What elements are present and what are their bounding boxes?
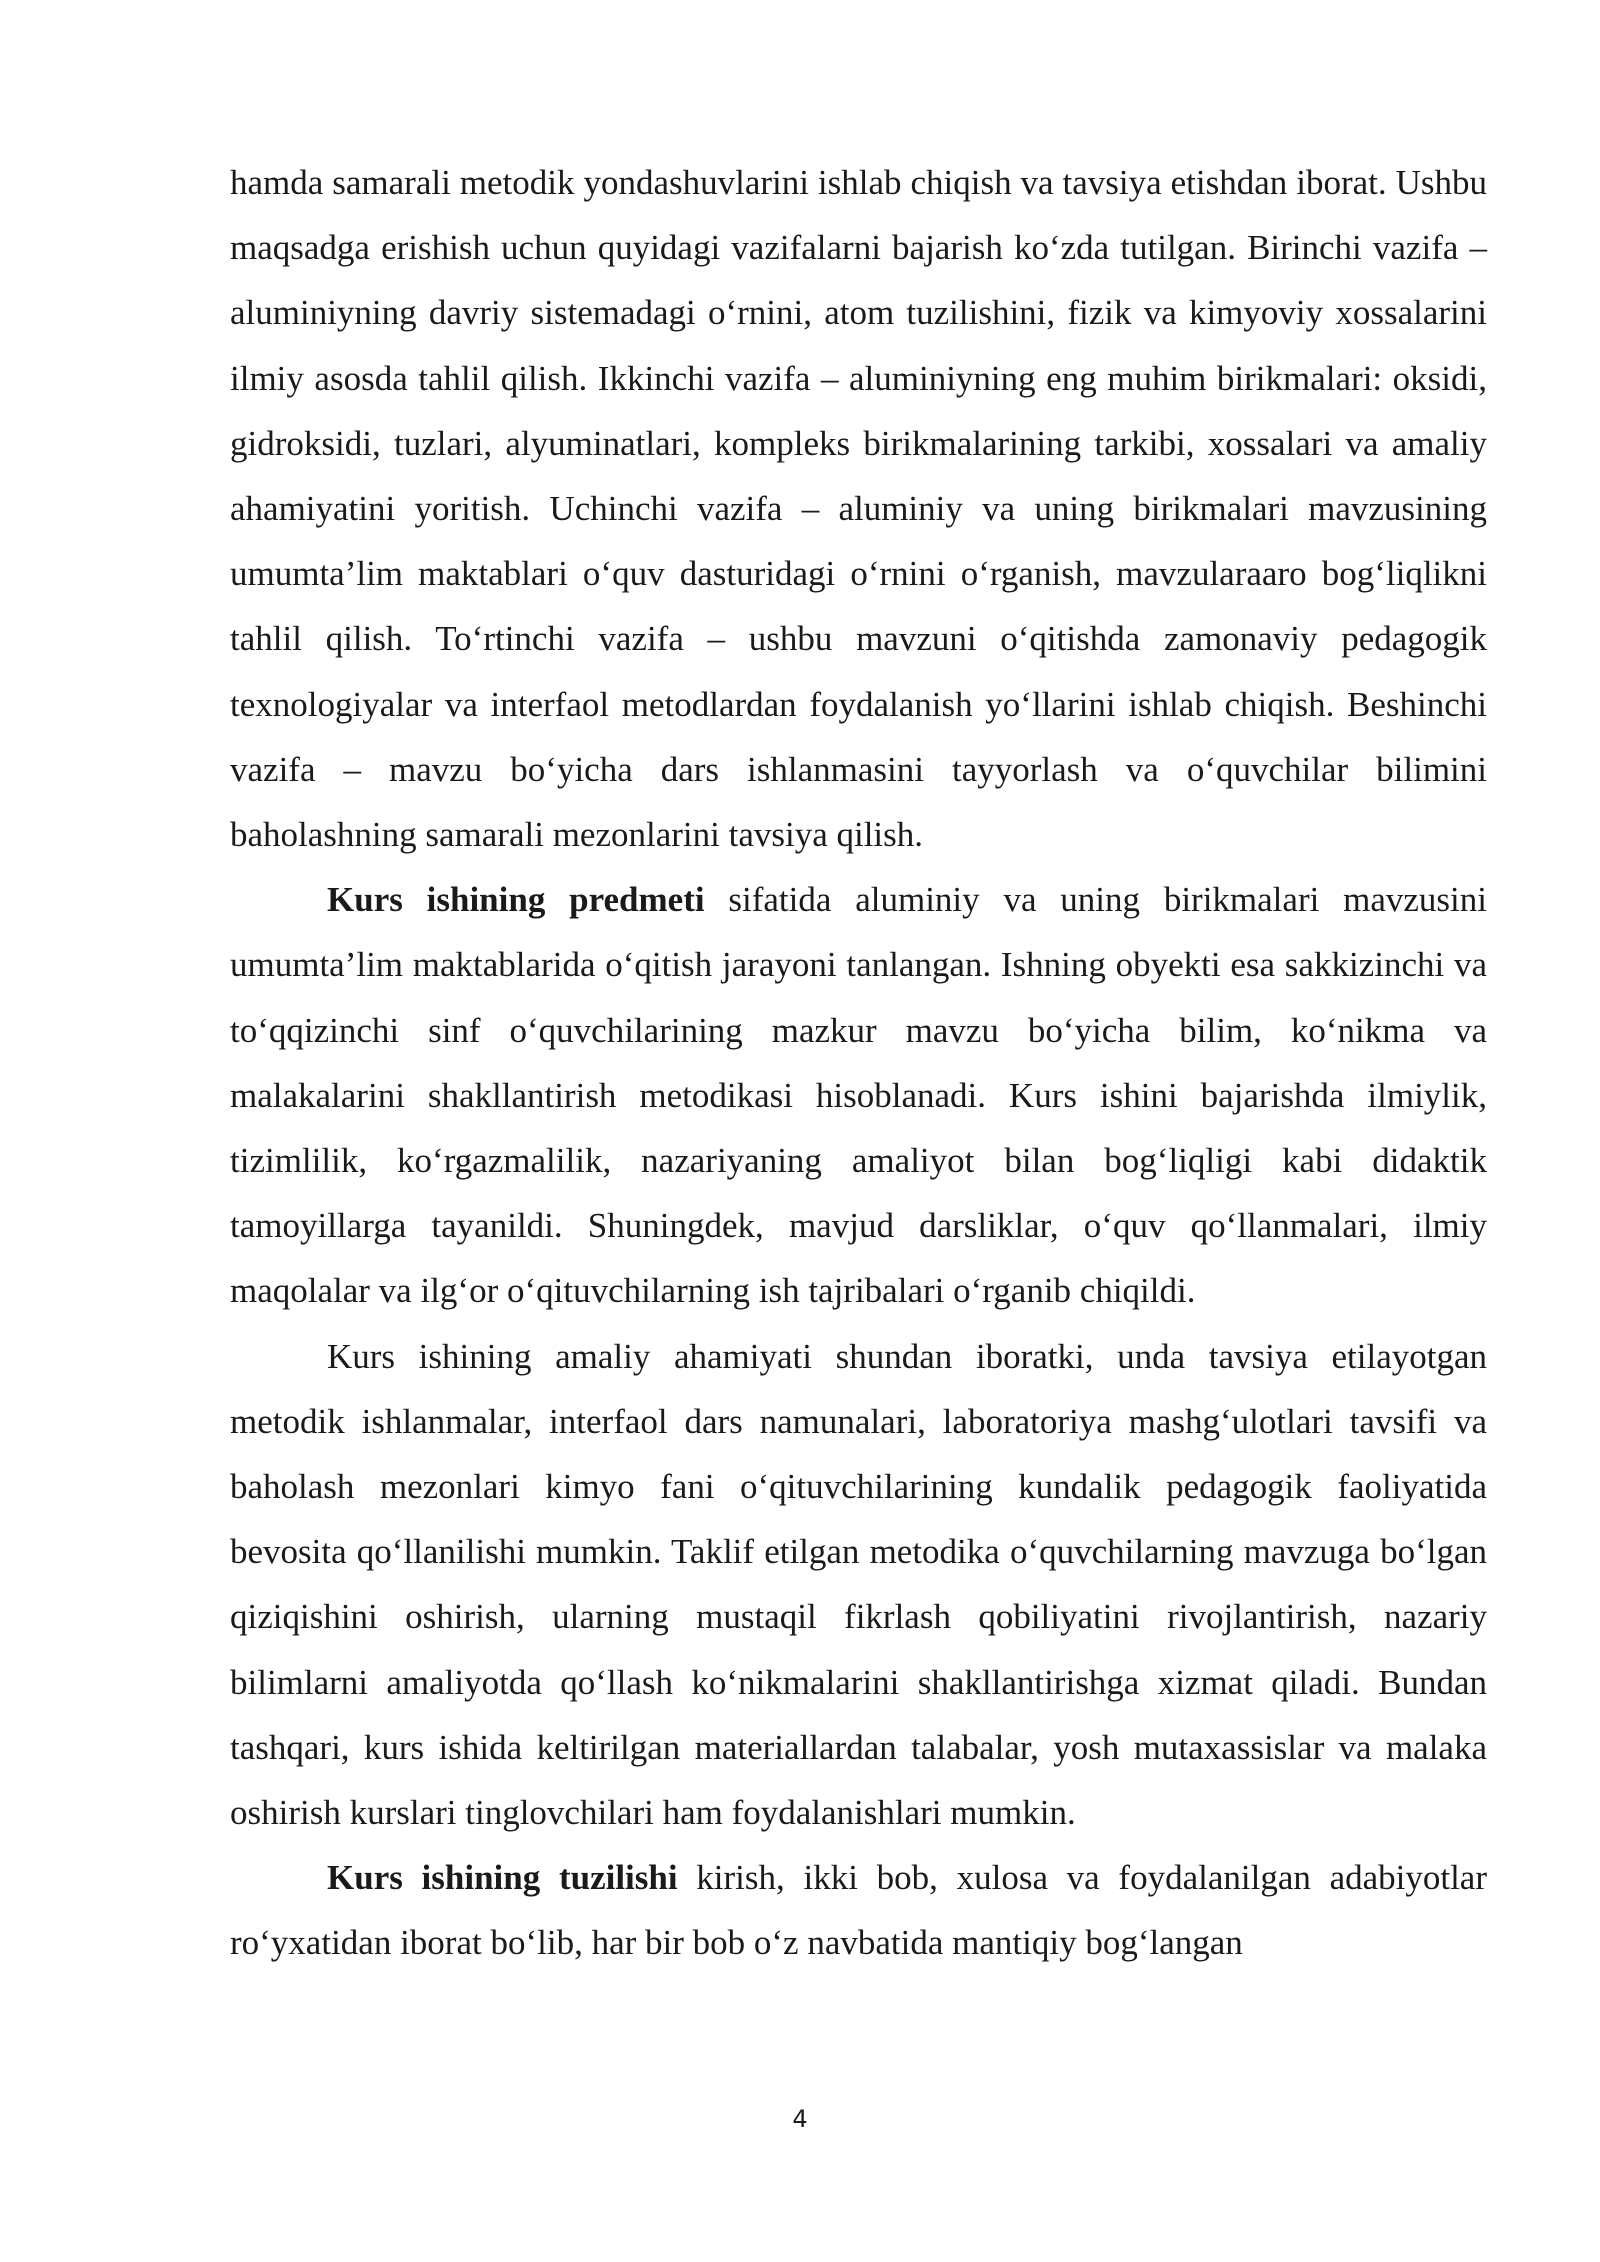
paragraph [230,1845,1487,1975]
paragraph [230,1324,1487,1846]
paragraph-bold-lead: Kurs ishining predmeti [327,880,705,920]
paragraph-text: sifatida aluminiy va uning birikmalari mavzusini umumta’lim maktablarida o‘qitish jarayoni tanlangan. Ishning obyekti esa sakkizinchi va to‘qqizinchi sinf o‘quvchilarining mazkur mavzu bo‘yicha bilim, ko‘nikma va malakalarini shakllantirish metodikasi hisoblanadi. Kurs ishini bajarishda ilmiylik, tizimlilik, ko‘rgazmalilik, nazariyaning amaliyot bilan bog‘liqligi kabi didaktik tamoyillarga tayanildi. Shuningdek, mavjud darsliklar, o‘quv qo‘llanmalari, ilmiy maqolalar va ilg‘or o‘qituvchilarning ish tajribalari o‘rganib chiqildi. [230,880,1487,1311]
paragraph-text: hamda samarali metodik yondashuvlarini ishlab chiqish va tavsiya etishdan iborat. Ushbu maqsadga erishish uchun quyidagi vazifalarni bajarish ko‘zda tutilgan. Birinchi vazifa – aluminiyning davriy sistemadagi o‘rnini, atom tuzilishini, fizik va kimyoviy xossalarini ilmiy asosda tahlil qilish. Ikkinchi vazifa – aluminiyning eng muhim birikmalari: oksidi, gidroksidi, tuzlari, alyuminatlari, kompleks birikmalarining tarkibi, xossalari va amaliy ahamiyatini yoritish. Uchinchi vazifa – aluminiy va uning birikmalari mavzusining umumta’lim maktablari o‘quv dasturidagi o‘rnini o‘rganish, mavzularaaro bog‘liqlikni tahlil qilish. To‘rtinchi vazifa – ushbu mavzuni o‘qitishda zamonaviy pedagogik texnologiyalar va interfaol metodlardan foydalanish yo‘llarini ishlab chiqish. Beshinchi vazifa – mavzu bo‘yicha dars ishlanmasini tayyorlash va o‘quvchilar bilimini baholashning samarali mezonlarini tavsiya qilish. [230,163,1487,855]
paragraph-text: kirish, ikki bob, xulosa va foydalanilgan adabiyotlar ro‘yxatidan iborat bo‘lib, har bir bob o‘z navbatida mantiqiy bog‘langan [230,1858,1488,1963]
paragraph-text: Kurs ishining amaliy ahamiyati shundan iboratki, unda tavsiya etilayotgan metodik ishlanmalar, interfaol dars namunalari, laboratoriya mashg‘ulotlari tavsifi va baholash mezonlari kimyo fani o‘qituvchilarining kundalik pedagogik faoliyatida bevosita qo‘llanilishi mumkin. Taklif etilgan metodika o‘quvchilarning mavzuga bo‘lgan qiziqishini oshirish, ularning mustaqil fikrlash qobiliyatini rivojlantirish, nazariy bilimlarni amaliyotda qo‘llash ko‘nikmalarini shakllantirishga xizmat qiladi. Bundan tashqari, kurs ishida keltirilgan materiallardan talabalar, yosh mutaxassislar va malaka oshirish kurslari tinglovchilari ham foydalanishlari mumkin. [230,1336,1487,1833]
paragraph-bold-lead: Kurs ishining tuzilishi [327,1858,678,1898]
paragraph [230,867,1487,1323]
page-number: 4 [792,2105,808,2133]
body-text [230,150,1487,1976]
paragraph [230,150,1487,867]
